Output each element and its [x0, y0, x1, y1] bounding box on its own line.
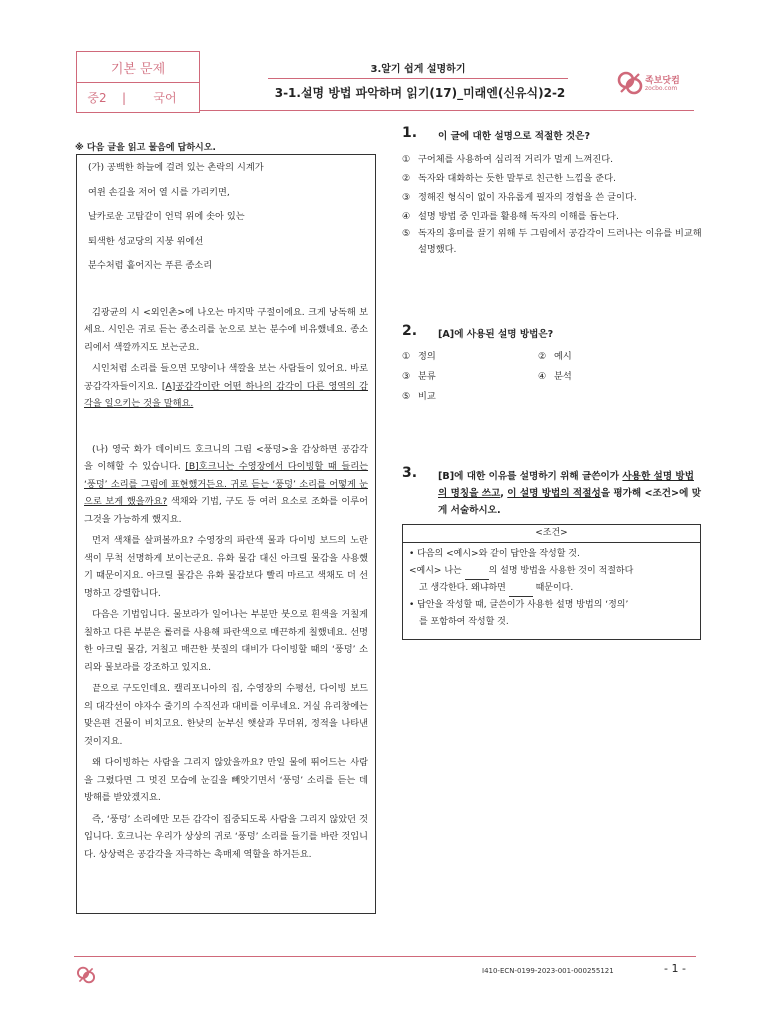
- paragraph-b: [84, 441, 368, 529]
- brand-url: zocbo.com: [645, 85, 678, 92]
- page-title: 3-1.설명 방법 파악하며 읽기(17)_미래엔(신유식)2-2: [274, 86, 566, 100]
- question-1: [402, 125, 702, 258]
- condition-text: 의 설명 방법을 사용한 것이 적절하다: [488, 566, 634, 576]
- option[interactable]: [538, 347, 678, 366]
- answer-options: [402, 347, 702, 406]
- condition-text: 고 생각한다. 왜냐하면: [419, 583, 509, 593]
- condition-line: • 다음의 <예시>와 같이 답안을 작성할 것.: [409, 549, 580, 559]
- option[interactable]: [402, 207, 702, 226]
- condition-example: [403, 563, 700, 580]
- footer-logo-icon: [75, 964, 97, 986]
- answer-blank: [509, 585, 533, 597]
- option-text: 비교: [418, 391, 436, 402]
- option-number: ②: [402, 173, 411, 184]
- option[interactable]: [402, 169, 702, 188]
- divider: |: [121, 90, 127, 105]
- header-rule: [200, 110, 694, 111]
- paragraph: 즉, ‘풍덩’ 소리에만 모든 감각이 집중되도록 사람을 그리지 않았던 것입니다. 호크니는 우리가 상상의 귀로 ‘풍덩’ 소리를 들기를 바란 것입니다. 상상력은 공감각을 자극하는 촉매제 역할을 하거든요.: [84, 813, 368, 860]
- option-text: 독자의 흥미를 끌기 위해 두 그림에서 공감각이 드러나는 이유를 비교해 설명했다.: [418, 228, 702, 255]
- question-text: [438, 468, 702, 519]
- option-number: ④: [402, 211, 411, 222]
- option-number: ⑤: [402, 228, 411, 239]
- option-text: 정의: [418, 351, 436, 362]
- grade-label: 중2: [87, 91, 107, 105]
- option-text: 분류: [418, 371, 436, 382]
- question-text-part: [B]에 대한 이유를 설명하기 위해 글쓴이가: [438, 471, 623, 482]
- paragraph: 먼저 색채를 살펴볼까요? 수영장의 파란색 물과 다이빙 보드의 노란색이 무척 선명하게 보이는군요. 유화 물감 대신 아크릴 물감을 사용했기 때문이지요. 아크릴 물감은 유화 물감보다 빨리 마르고 색채도 더 선명하고 강렬합니다.: [84, 535, 368, 599]
- option[interactable]: [402, 367, 538, 386]
- zocbo-logo-icon: [615, 68, 645, 98]
- answer-options: [402, 150, 702, 258]
- option[interactable]: [402, 387, 538, 406]
- instruction: ※ 다음 글을 읽고 물음에 답하시오.: [75, 143, 216, 153]
- paragraph: 왜 다이빙하는 사람을 그리지 않았을까요? 만일 물에 뛰어드는 사람을 그렸다면 그 멋진 모습에 눈길을 빼앗기면서 ‘풍덩’ 소리를 듣는 데 방해를 받았겠지요.: [84, 757, 368, 803]
- paragraph: 다음은 기법입니다. 물보라가 일어나는 부분만 붓으로 흰색을 거칠게 칠하고 다른 부분은 롤러를 사용해 파란색으로 매끈하게 칠했네요. 선명한 아크릴 물감, 거칠고 매끈한 붓질의 대비가 다이빙할 때의 ‘풍덩’ 소리와 물보라를 강조하고 있지요.: [84, 609, 368, 673]
- option[interactable]: [402, 188, 702, 207]
- page-number: - 1 -: [664, 962, 686, 975]
- grade-subject-row: [77, 83, 199, 112]
- question-number: 1.: [402, 125, 418, 141]
- option-number: ①: [402, 154, 411, 165]
- option-text: 설명 방법 중 인과를 활용해 독자의 이해를 돕는다.: [418, 211, 619, 222]
- underlined-b: [B]호크니는 수영장에서 다이빙할 때 들리는 ‘풍덩’ 소리를 그림에 표현했거든요. 귀로 듣는 ‘풍덩’ 소리를 어떻게 눈으로 보게 했을까요?: [84, 461, 369, 507]
- question-text-part: 을 평가해 <조건>에 맞게 서술하시오.: [438, 488, 701, 516]
- option-text: 분석: [554, 371, 572, 382]
- answer-blank: [465, 568, 489, 580]
- footer-rule: [74, 956, 696, 957]
- poem-line: (가) 공백한 하늘에 걸려 있는 촌락의 시계가: [88, 162, 264, 173]
- option-number: ④: [538, 371, 547, 382]
- paragraph-a: [84, 360, 368, 413]
- condition-line: • 답안을 작성할 때, 글쓴이가 사용한 설명 방법의 ‘정의’: [409, 600, 629, 610]
- brand-name: 족보닷컴: [645, 76, 680, 86]
- paragraph: 끝으로 구도인데요. 캘리포니아의 집, 수영장의 수평선, 다이빙 보드의 대각선이 야자수 줄기의 수직선과 대비를 이루네요. 거실 유리창에는 맞은편 건물이 비치고요. 한낮의 눈부신 햇살과 무더위, 정적을 나타낸 것이지요.: [84, 683, 368, 747]
- option-text: 독자와 대화하는 듯한 말투로 친근한 느낌을 준다.: [418, 173, 616, 184]
- question-text: 이 글에 대한 설명으로 적절한 것은?: [438, 131, 591, 142]
- option[interactable]: [402, 347, 538, 366]
- option-number: ⑤: [402, 391, 411, 402]
- question-number: 2.: [402, 323, 418, 339]
- option-number: ②: [538, 351, 547, 362]
- option-text: 구어체를 사용하여 심리적 거리가 멀게 느껴진다.: [418, 154, 614, 165]
- level-box: [76, 51, 200, 113]
- paragraph-text: 시인처럼 소리를 들으면 모양이나 색깔을 보는 사람들이 있어요. 바로 공감각자들이지요.: [84, 363, 368, 392]
- zocbo-logo: [615, 68, 695, 104]
- question-text: [A]에 사용된 설명 방법은?: [438, 329, 554, 340]
- option[interactable]: [402, 150, 702, 169]
- underlined-a: [A]공감각이란 어떤 하나의 감각이 다른 영역의 감각을 일으키는 것을 말해요.: [84, 380, 368, 409]
- chapter-divider: [268, 78, 568, 79]
- poem: [84, 159, 368, 275]
- option[interactable]: [538, 367, 678, 386]
- option-number: ①: [402, 351, 411, 362]
- option-number: ③: [402, 192, 411, 203]
- poem-line: 퇴색한 성교당의 지붕 위에선: [88, 235, 204, 247]
- underlined-phrase: 이 설명 방법의 적절성: [507, 488, 601, 499]
- condition-text: 때문이다.: [532, 583, 574, 593]
- level-label: 기본 문제: [77, 52, 199, 83]
- poem-line: 날카로운 고탑같이 언덕 위에 솟아 있는: [88, 211, 245, 222]
- option-text: 예시: [554, 351, 572, 362]
- question-3: [402, 465, 702, 519]
- condition-text: <예시> 나는: [409, 566, 465, 576]
- condition-example-cont: [403, 580, 700, 597]
- condition-box: [402, 524, 701, 640]
- document-code: I410-ECN-0199-2023-001-000255121: [482, 967, 614, 975]
- option[interactable]: [402, 226, 702, 258]
- paragraph-text: 색채와 기법, 구도 등 여러 요소로 조화를 이루어 그것을 가능하게 했지요.: [84, 496, 369, 525]
- chapter-title: 3.알기 쉽게 설명하기: [370, 64, 466, 75]
- condition-title: <조건>: [403, 525, 700, 543]
- question-text-part: ,: [500, 488, 508, 499]
- question-number: 3.: [402, 465, 418, 481]
- option-number: ③: [402, 371, 411, 382]
- reading-passage: [76, 154, 376, 914]
- poem-line: 여윈 손길을 저어 열 시를 가리키면,: [88, 186, 230, 198]
- poem-line: 분수처럼 흩어지는 푸른 종소리: [88, 260, 213, 271]
- question-2: [402, 323, 702, 406]
- option-text: 정해진 형식이 없이 자유롭게 필자의 경험을 쓴 글이다.: [418, 192, 637, 203]
- condition-line: 를 포함하여 작성할 것.: [419, 617, 509, 627]
- paragraph: 김광균의 시 <외인촌>에 나오는 마지막 구절이에요. 크게 낭독해 보세요. 시인은 귀로 듣는 종소리를 눈으로 보는 분수에 비유했네요. 종소리에서 색깔까지도 보는군요.: [84, 306, 368, 353]
- underlined-phrase: 사용한 설명 방법의 명칭을 쓰고: [438, 471, 694, 499]
- subject-label: 국어: [153, 91, 177, 105]
- paragraph-text: (나) 영국 화가 데이비드 호크니의 그림 <풍덩>을 감상하면 공감각을 이해할 수 있습니다.: [84, 443, 368, 472]
